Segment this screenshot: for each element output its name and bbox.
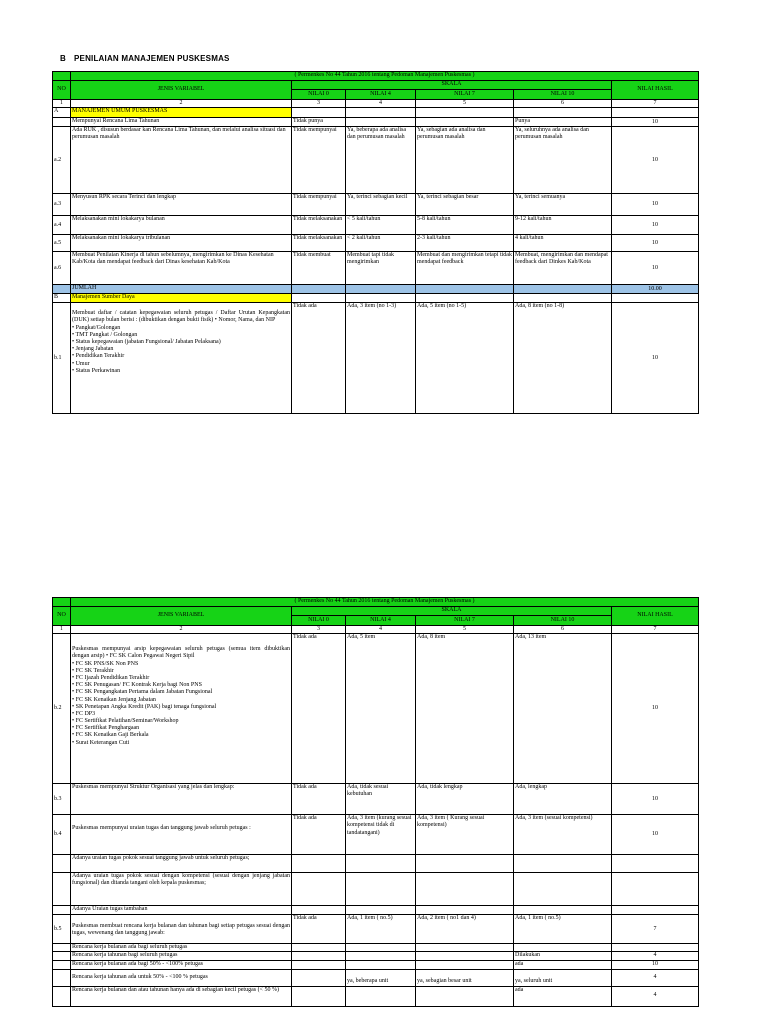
- nilai-0-text: Tidak ada: [292, 303, 346, 414]
- nilai-7-text: Ada, 3 item ( Kurang sesuai kompetensi): [416, 815, 514, 855]
- column-number: 7: [612, 626, 699, 634]
- row-no: a.2: [53, 127, 71, 194]
- variable-text: Puskesmas mempunyai uraian tugas dan tanggung jawab seluruh petugas :: [71, 815, 292, 855]
- column-number: 3: [292, 626, 346, 634]
- header-nilai-4: NILAI 4: [346, 90, 416, 100]
- nilai-7-text: Ada, tidak lengkap: [416, 784, 514, 815]
- header-nilai-4: NILAI 4: [346, 616, 416, 626]
- section-a-no: A: [53, 108, 71, 118]
- nilai-4-text: [346, 960, 416, 969]
- variable-text: Membuat Penilaian Kinerja di tahun sebelumnya, mengirimkan ke Dinas Kesehatan Kab/Kota dan mendapat feedback dari Dinas kesehatan Kab/Kota: [71, 252, 292, 285]
- variable-text: Rencana kerja tahunan bagi seluruh petugas: [71, 952, 292, 960]
- table-row: [53, 986, 699, 1006]
- nilai-10-text: Membuat, mengirimkan dan mendapat feedback dari Dinkes Kab/Kota: [514, 252, 612, 285]
- list-item: • Pangkat/Golongan: [72, 324, 121, 331]
- nilai-0-text: Tidak punya: [292, 118, 346, 127]
- nilai-10-text: 4 kali/tahun: [514, 235, 612, 252]
- table-row: [53, 118, 699, 127]
- nilai-hasil-value: 10: [612, 634, 699, 784]
- variable-text: Rencana kerja tahunan ada untuk 50% - <100 % petugas: [71, 969, 292, 986]
- nilai-4-text: [346, 944, 416, 952]
- nilai-4-text: Membuat tapi tidak mengirimkan: [346, 252, 416, 285]
- section-title: PENILAIAN MANAJEMEN PUSKESMAS: [74, 54, 230, 63]
- nilai-hasil-value: 10: [612, 252, 699, 285]
- variable-text: Melaksanakan mini lokakarya bulanan: [71, 216, 292, 235]
- variable-text: Puskesmas membuat rencana kerja bulanan dan tahunan bagi setiap petugas sesuai dengan tugas, wewenang dan tanggung jawab:: [71, 915, 292, 944]
- table-row: [53, 960, 699, 969]
- nilai-hasil-value: 4: [612, 952, 699, 960]
- header-nilai-10: NILAI 10: [514, 90, 612, 100]
- column-number: 2: [71, 626, 292, 634]
- nilai-hasil-value: [612, 944, 699, 952]
- list-item: • FC Sertifikat Pelatihan/Seminar/Workshop: [72, 718, 179, 725]
- nilai-7-text: Membuat dan mengirimkan tetapi tidak mendapat feedback: [416, 252, 514, 285]
- list-item: • FC SK Terakhir: [72, 667, 114, 674]
- table-row: [53, 944, 699, 952]
- header-nilai-0: NILAI 0: [292, 616, 346, 626]
- table-row: [53, 127, 699, 194]
- nilai-7-text: [416, 960, 514, 969]
- nilai-hasil-value: 7: [612, 915, 699, 944]
- assessment-table-1: [52, 71, 699, 414]
- nilai-hasil-value: 10: [612, 127, 699, 194]
- nilai-7-text: [416, 944, 514, 952]
- column-number: 1: [53, 626, 71, 634]
- nilai-7-text: [416, 986, 514, 1006]
- nilai-0-text: Tidak ada: [292, 784, 346, 815]
- section-b-no: B: [53, 294, 71, 303]
- nilai-hasil-value: 10: [612, 118, 699, 127]
- table-row: [53, 194, 699, 216]
- nilai-7-text: 2-3 kali/tahun: [416, 235, 514, 252]
- list-item: • TMT Pangkat / Golongan: [72, 331, 138, 338]
- row-no: b.2: [53, 634, 71, 784]
- table-row: [53, 969, 699, 986]
- column-number: 7: [612, 100, 699, 108]
- header-no: NO: [53, 607, 71, 626]
- header-nilai-0: NILAI 0: [292, 90, 346, 100]
- header-nilai-7: NILAI 7: [416, 616, 514, 626]
- row-no: a.4: [53, 216, 71, 235]
- header-jenis-variabel: JENIS VARIABEL: [71, 607, 292, 626]
- nilai-7-text: Ada, 2 item ( no1 dan 4): [416, 915, 514, 944]
- nilai-10-text: Ada, 1 item ( no.5): [514, 915, 612, 944]
- column-number: 4: [346, 100, 416, 108]
- variable-text: Melaksanakan mini lokakarya tribulanan: [71, 235, 292, 252]
- header-nilai-7: NILAI 7: [416, 90, 514, 100]
- column-number: 5: [416, 626, 514, 634]
- nilai-4-text: Ada, 3 item (kurang sesuai kompetensi tidak di tandatangani): [346, 815, 416, 855]
- variable-text: Ada RUK , disusun berdasar kan Rencana Lima Tahunan, dan melalui analisa situasi dan perumusan masalah: [71, 127, 292, 194]
- list-item: • Status kepegawaian (jabatan Fungsional/ Jabatan Pelaksana): [72, 338, 221, 345]
- variable-text: Rencana kerja bulanan ada bagi seluruh petugas: [71, 944, 292, 952]
- nilai-10-text: ya, seluruh unit: [514, 969, 612, 986]
- row-no: b.3: [53, 784, 71, 815]
- jumlah-value: 10.00: [612, 285, 699, 294]
- nilai-7-text: [416, 952, 514, 960]
- row-no: [53, 118, 71, 127]
- nilai-7-text: ya, sebagian besar unit: [416, 969, 514, 986]
- column-number: 5: [416, 100, 514, 108]
- variable-text: Adanya uraian tugas pokok sesuai dengan kompetensi (sesuai dengan jenjang jabatan fungsional) dan ditanda tangani oleh kepala puskesmas;: [71, 873, 292, 906]
- list-item: • Status Perkawinan: [72, 367, 121, 374]
- nilai-0-text: Tidak mempunyai: [292, 194, 346, 216]
- nilai-10-text: Ya, terinci semuanya: [514, 194, 612, 216]
- variable-text: Menyusun RPK secara Terinci dan lengkap: [71, 194, 292, 216]
- nilai-10-text: [514, 944, 612, 952]
- nilai-0-text: Tidak melaksanakan: [292, 216, 346, 235]
- header-jenis-variabel: JENIS VARIABEL: [71, 81, 292, 100]
- nilai-7-text: Ya, sebagian ada analisa dan perumusan masalah: [416, 127, 514, 194]
- nilai-hasil-value: 10: [612, 216, 699, 235]
- row-no: b.4: [53, 815, 71, 855]
- list-item: • Jenjang Jabatan: [72, 346, 114, 353]
- nilai-10-text: Punya: [514, 118, 612, 127]
- variable-text: Adanya uraian tugas pokok sesuai tanggung jawab untuk seluruh petugas;: [71, 855, 292, 873]
- header-skala: SKALA: [292, 81, 612, 90]
- variable-text: Puskesmas mempunyai Struktur Organisasi yang jelas dan lengkap:: [71, 784, 292, 815]
- nilai-hasil-value: 4: [612, 986, 699, 1006]
- column-number: 2: [71, 100, 292, 108]
- list-item: • Pendidikan Terakhir: [72, 353, 125, 360]
- list-item: • Umur: [72, 360, 90, 367]
- list-item: • FC DP3: [72, 710, 96, 717]
- nilai-hasil-value: 10: [612, 194, 699, 216]
- nilai-4-text: < 5 kali/tahun: [346, 216, 416, 235]
- list-item: • FC SK Kenaikan Jenjang Jabatan: [72, 696, 156, 703]
- nilai-4-text: < 2 kali/tahun: [346, 235, 416, 252]
- variable-text: Rencana kerja bulanan dan atau tahunan hanya ada di sebagian kecil petugas (< 50 %): [71, 986, 292, 1006]
- nilai-hasil-value: 10: [612, 235, 699, 252]
- list-item: • SK Penetapan Angka Kredit (PAK) bagi tenaga fungsional: [72, 703, 217, 710]
- list-item: • FC SK PNS/SK Non PNS: [72, 660, 139, 667]
- row-no: b.1: [53, 303, 71, 414]
- nilai-7-text: Ya, terinci sebagian besar: [416, 194, 514, 216]
- nilai-4-text: Ada, 3 item (no 1-3): [346, 303, 416, 414]
- table-row: [53, 216, 699, 235]
- section-letter: B: [60, 54, 66, 63]
- nilai-0-text: Tidak ada: [292, 915, 346, 944]
- nilai-7-text: 5-8 kali/tahun: [416, 216, 514, 235]
- regulation-title: ( Permenkes No 44 Tahun 2016 tentang Pedoman Manajemen Puskesmas ): [71, 598, 699, 607]
- jumlah-label: JUMLAH: [71, 285, 292, 294]
- nilai-4-text: [346, 986, 416, 1006]
- nilai-4-text: Ada, 5 item: [346, 634, 416, 784]
- page-heading: [60, 54, 230, 63]
- header-spacer-cell: [53, 598, 71, 607]
- row-no: a.3: [53, 194, 71, 216]
- nilai-10-text: 9-12 kali/tahun: [514, 216, 612, 235]
- section-a-title: MANAJEMEN UMUM PUSKESMAS: [71, 108, 292, 118]
- nilai-4-text: [346, 952, 416, 960]
- table-row: [53, 855, 699, 873]
- nilai-7-text: [416, 118, 514, 127]
- table-row: [53, 915, 699, 944]
- nilai-0-text: Tidak ada: [292, 634, 346, 784]
- nilai-7-text: Ada, 5 item (no 1-5): [416, 303, 514, 414]
- list-item: • Surat Keterangan Cuti: [72, 739, 130, 746]
- nilai-10-text: Ada, lengkap: [514, 784, 612, 815]
- nilai-0-text: Tidak ada: [292, 815, 346, 855]
- column-number: 1: [53, 100, 71, 108]
- table-row: [53, 906, 699, 915]
- nilai-hasil-value: 10: [612, 960, 699, 969]
- variable-intro: Membuat daftar / catatan kepegawaian seluruh petugas / Daftar Urutan Kepangkatan (DUK) setiap bulan berisi : (dibuktikan dengan bukti fisik) • Nomor, Nama, dan NIP: [72, 310, 290, 324]
- table-row: [53, 303, 699, 414]
- variable-text: Rencana kerja bulanan ada bagi 50% - <100% petugas: [71, 960, 292, 969]
- header-nilai-hasil: NILAI HASIL: [612, 81, 699, 100]
- list-item: • FC Ijazah Pendidikan Terakhir: [72, 674, 150, 681]
- table-row: [53, 252, 699, 285]
- table-row: [53, 873, 699, 906]
- column-number: 4: [346, 626, 416, 634]
- nilai-4-text: Ya, beberapa ada analisa dan perumusan masalah: [346, 127, 416, 194]
- list-item: • FC SK Penugasan/ FC Kontrak Kerja bagi Non PNS: [72, 682, 202, 689]
- nilai-4-text: [346, 118, 416, 127]
- nilai-0-text: Tidak mempunyai: [292, 127, 346, 194]
- regulation-title: ( Permenkes No 44 Tahun 2016 tentang Pedoman Manajemen Puskesmas ): [71, 72, 699, 81]
- table-row: [53, 634, 699, 784]
- list-item: • FC SK Pengangkatan Pertama dalam Jabatan Fungsional: [72, 689, 213, 696]
- variable-intro: Puskesmas mempunyai arsip kepegawaian seluruh petugas (semua item dibuktikan dengan arsip) • FC SK Calon Pegawai Negeri Sipil: [72, 646, 290, 660]
- table-row: [53, 952, 699, 960]
- variable-text: Mempunyai Rencana Lima Tahunan: [71, 118, 292, 127]
- nilai-4-text: Ya, terinci sebagian kecil: [346, 194, 416, 216]
- header-skala: SKALA: [292, 607, 612, 616]
- variable-text: [71, 634, 292, 784]
- nilai-4-text: ya, beberapa unit: [346, 969, 416, 986]
- nilai-0-text: Tidak membuat: [292, 252, 346, 285]
- nilai-10-text: ada: [514, 986, 612, 1006]
- nilai-hasil-value: 10: [612, 815, 699, 855]
- list-item: • FC SK Kenaikan Gaji Berkala: [72, 732, 149, 739]
- nilai-0-text: Tidak melaksanakan: [292, 235, 346, 252]
- jumlah-row: [53, 285, 699, 294]
- row-no: a.5: [53, 235, 71, 252]
- column-number: 3: [292, 100, 346, 108]
- table-row: [53, 815, 699, 855]
- header-no: NO: [53, 81, 71, 100]
- table-row: [53, 235, 699, 252]
- column-number: 6: [514, 100, 612, 108]
- row-no: a.6: [53, 252, 71, 285]
- header-spacer-cell: [53, 72, 71, 81]
- header-nilai-10: NILAI 10: [514, 616, 612, 626]
- variable-items: [72, 325, 290, 375]
- assessment-table-2: [52, 597, 699, 1007]
- variable-text: Adanya Uraian tugas tambahan: [71, 906, 292, 915]
- nilai-hasil-value: 4: [612, 969, 699, 986]
- nilai-4-text: Ada, tidak sesuai kebutuhan: [346, 784, 416, 815]
- column-number: 6: [514, 626, 612, 634]
- section-b-title: Manajemen Sumber Daya: [71, 294, 292, 303]
- nilai-10-text: ada: [514, 960, 612, 969]
- nilai-hasil-value: 10: [612, 784, 699, 815]
- list-item: • FC Sertifikat Penghargaan: [72, 725, 140, 732]
- nilai-10-text: Ada, 8 item (no 1-8): [514, 303, 612, 414]
- nilai-hasil-value: 10: [612, 303, 699, 414]
- table-row: [53, 784, 699, 815]
- nilai-10-text: Dilakukan: [514, 952, 612, 960]
- nilai-7-text: Ada, 8 item: [416, 634, 514, 784]
- variable-text: [71, 303, 292, 414]
- row-no: b.5: [53, 915, 71, 944]
- nilai-10-text: Ya, seluruhnya ada analisa dan perumusan masalah: [514, 127, 612, 194]
- nilai-4-text: Ada, 1 item ( no.5): [346, 915, 416, 944]
- header-nilai-hasil: NILAI HASIL: [612, 607, 699, 626]
- nilai-10-text: Ada, 3 item (sesuai kompetensi): [514, 815, 612, 855]
- variable-items: [72, 661, 290, 747]
- nilai-10-text: Ada, 13 item: [514, 634, 612, 784]
